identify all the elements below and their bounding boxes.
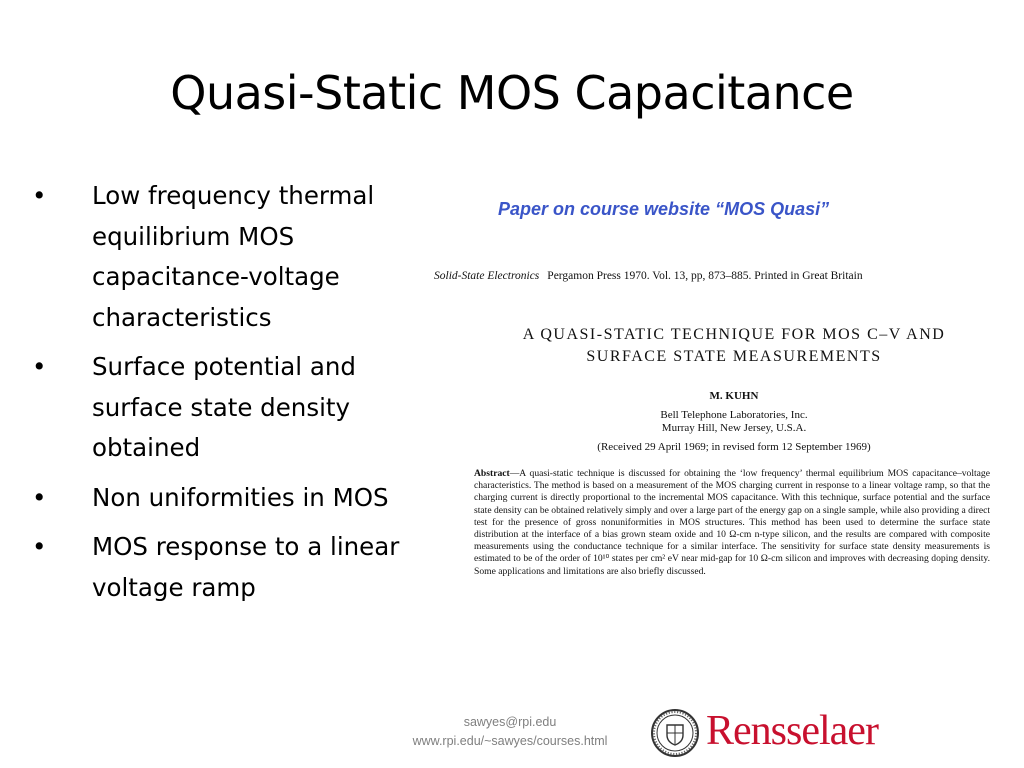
bullet-icon: • xyxy=(32,532,47,561)
bullet-list xyxy=(28,176,428,617)
paper-received: (Received 29 April 1969; in revised form 12 September 1969) xyxy=(597,441,871,453)
bullet-text: Surface potential and surface state density obtained xyxy=(92,352,356,462)
journal-citation xyxy=(434,270,863,282)
abstract-label: Abstract xyxy=(474,468,510,479)
bullet-text: Low frequency thermal equilibrium MOS capacitance-voltage characteristics xyxy=(92,181,375,332)
journal-info: Pergamon Press 1970. Vol. 13, pp, 873–885. Printed in Great Britain xyxy=(547,270,863,282)
bullet-item xyxy=(28,176,428,338)
footer-url: www.rpi.edu/~sawyes/courses.html xyxy=(412,734,608,748)
slide-title: Quasi-Static MOS Capacitance xyxy=(170,66,854,120)
paper-title-line: SURFACE STATE MEASUREMENTS xyxy=(586,348,882,365)
bullet-item xyxy=(28,478,428,519)
footer-email: sawyes@rpi.edu xyxy=(463,715,557,729)
paper-title-line: A QUASI-STATIC TECHNIQUE FOR MOS C–V AND xyxy=(522,326,946,343)
journal-name: Solid-State Electronics xyxy=(434,270,540,282)
paper-abstract xyxy=(474,468,990,578)
bullet-text: MOS response to a linear voltage ramp xyxy=(92,532,400,602)
paper-address: Murray Hill, New Jersey, U.S.A. xyxy=(661,422,807,434)
bullet-text: Non uniformities in MOS xyxy=(92,482,389,512)
paper-note: Paper on course website “MOS Quasi” xyxy=(498,199,830,219)
footer-contact xyxy=(360,713,660,751)
bullet-icon: • xyxy=(32,181,47,210)
bullet-item xyxy=(28,527,428,608)
paper-author: M. KUHN xyxy=(709,390,759,402)
rensselaer-logo: Rensselaer xyxy=(706,708,878,754)
bullet-item xyxy=(28,347,428,469)
bullet-icon: • xyxy=(32,482,47,512)
paper-title xyxy=(474,324,994,368)
bullet-icon: • xyxy=(32,352,47,381)
rpi-seal-icon xyxy=(650,708,700,758)
abstract-text: —A quasi-static technique is discussed for obtaining the ‘low frequency’ thermal equilibrium MOS capacitance–voltage characteristics. The method is based on a measurement of the MOS charging current in response to a linear voltage ramp, so that the charging current is directly proportional to the incremental MOS capacitance. With this technique, surface potential and the surface state density can be obtained relatively simply and over a large part of the energy gap on a single sample, while also providing a direct test for the presence of gross nonuniformities in MOS structures. This method has been used to determine the surface state distribution at the interface of a bias grown steam oxide and 10 Ω-cm n-type silicon, and the results are compared with composite measurements using the conductance technique for a similar interface. The sensitivity for surface state density measurements is estimated to be of the order of 10¹⁰ states per cm² eV near mid-gap for 10 Ω-cm silicon and improves with decreasing doping density. Some applications and limitations are also briefly discussed. xyxy=(474,468,990,577)
paper-affiliation: Bell Telephone Laboratories, Inc. xyxy=(660,409,808,421)
